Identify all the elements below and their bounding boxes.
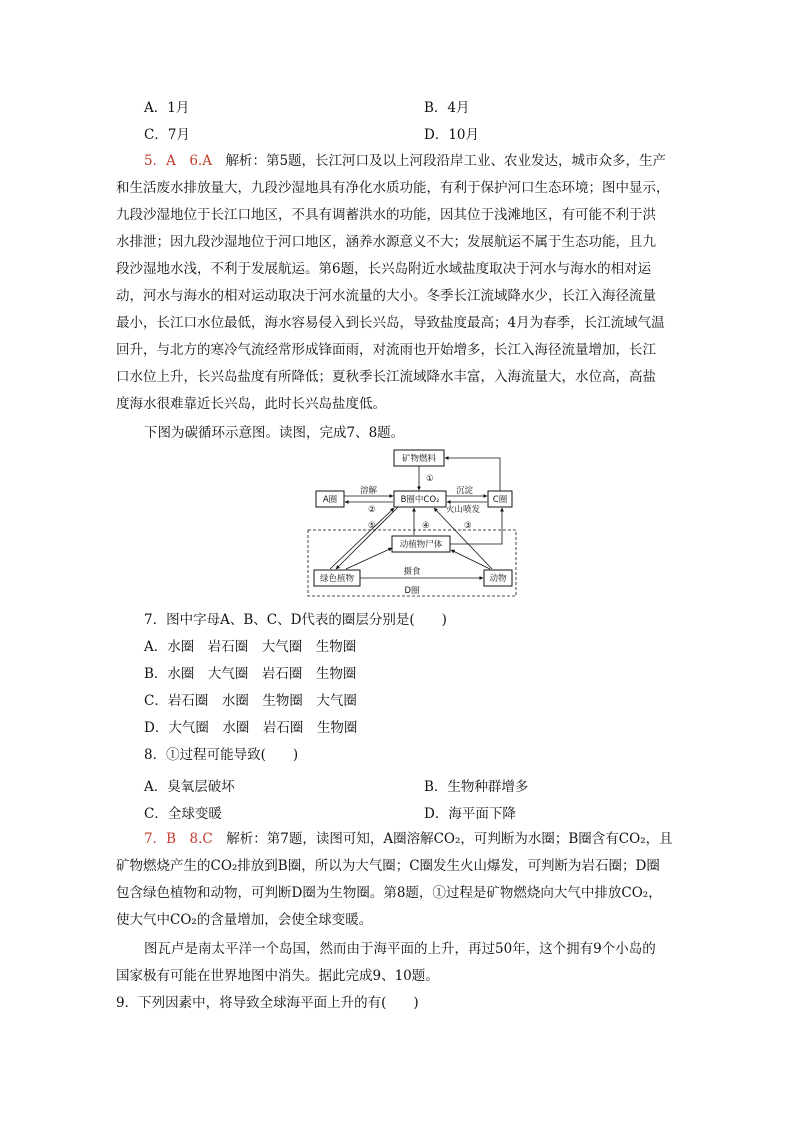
q4-option-d: D．10月 [424,127,480,143]
q7-option-b: B．水圈 大气圈 岩石圈 生物圈 [144,666,357,682]
arrow-plants-to-remains [346,548,392,569]
marker-1: ① [426,474,434,484]
analysis-56-line: 水排泄；因九段沙湿地位于河口地区，涵养水源意义不大；发展航运不属于生态功能，且九 [116,234,656,250]
analysis-78-first-line [144,830,673,848]
analysis-56-line: 回升，与北方的寒冷气流经常形成锋面雨，对流雨也开始增多，长江入海径流量增加，长江 [116,342,656,358]
q8-option-b: B．生物种群增多 [424,779,529,795]
analysis-56-line: 口水位上升，长兴岛盐度有所降低；夏秋季长江流域降水丰富，入海流量大，水位高，高盐 [116,369,656,385]
analysis-56-line: 动，河水与海水的相对运动取决于河水流量的大小。冬季长江流域降水少，长江入海径流量 [116,288,656,304]
intro-78: 下图为碳循环示意图。读图，完成7、8题。 [144,425,405,441]
analysis-78-line: 使大气中CO₂的含量增加，会使全球变暖。 [116,912,373,928]
marker-4: ④ [422,521,430,531]
feeding-label: 摄食 [403,567,421,577]
q7-option-a: A．水圈 岩石圈 大气圈 生物圈 [144,639,357,655]
analysis-56-line: 段沙湿地水浅，不利于发展航运。第6题，长兴岛附近水域盐度取决于河水与海水的相对运 [116,261,652,277]
volcano-label: 火山喷发 [446,505,481,515]
analysis-56-line: 和生活废水排放量大，九段沙湿地具有净化水质功能，有利于保护河口生态环境；图中显示， [116,180,670,196]
intro-910-line: 国家极有可能在世界地图中消失。据此完成9、10题。 [116,968,439,984]
marker-2: ② [368,505,376,515]
dissolve-label: 溶解 [360,486,378,496]
arrow-animals-to-remains [451,550,490,569]
arrow-plants-to-b [330,508,394,569]
remains-label: 动植物尸体 [399,540,443,550]
q7-stem: 7．图中字母A、B、C、D代表的圈层分别是( ) [144,612,447,628]
analysis-56-line: 九段沙湿地位于长江口地区，不具有调蓄洪水的功能，因其位于浅滩地区，有可能不利于洪 [116,207,656,223]
carbon-cycle-diagram [306,448,520,600]
q4-option-a: A．1月 [144,100,190,116]
c-sphere-label: C圈 [492,495,508,505]
q7-option-c: C．岩石圈 水圈 生物圈 大气圈 [144,693,357,709]
q4-option-b: B．4月 [424,100,470,116]
green-plants-label: 绿色植物 [319,574,355,584]
q8-option-d: D．海平面下降 [424,806,516,822]
analysis-56-line: 解析：第5题，长江河口及以上河段沿岸工业、农业发达，城市众多，生产 [225,153,667,169]
analysis-78-line: 解析：第7题，读图可知，A圈溶解CO₂，可判断为水圈；B圈含有CO₂，且 [226,831,673,847]
d-sphere-label: D圈 [404,586,420,596]
a-sphere-label: A圈 [322,495,338,505]
marker-3: ③ [464,521,472,531]
answer-56: 5．A 6.A [144,153,212,169]
q8-stem: 8．①过程可能导致( ) [144,747,299,763]
animals-label: 动物 [489,574,507,584]
q4-option-c: C．7月 [144,127,190,143]
q7-option-d: D．大气圈 水圈 岩石圈 生物圈 [144,720,358,736]
marker-5: ⑤ [368,521,376,531]
b-sphere-label: B圈中CO₂ [400,495,440,505]
intro-910-line: 图瓦卢是南太平洋一个岛国，然而由于海平面的上升，再过50年，这个拥有9个小岛的 [144,941,656,957]
analysis-56-line: 度海水很难靠近长兴岛，此时长兴岛盐度低。 [116,396,386,412]
analysis-56-first-line [144,152,666,170]
sediment-label: 沉淀 [456,486,474,496]
q8-option-c: C．全球变暖 [144,806,222,822]
q9-stem: 9．下列因素中，将导致全球海平面上升的有( ) [116,995,419,1011]
analysis-78-line: 包含绿色植物和动物，可判断D圈为生物圈。第8题，①过程是矿物燃烧向大气中排放CO₂， [116,885,662,901]
analysis-56-line: 最小，长江口水位最低，海水容易侵入到长兴岛，导致盐度最高；4月为春季，长江流域气温 [116,315,665,331]
fossil-fuel-label: 矿物燃料 [401,454,437,464]
answer-78: 7．B 8.C [144,831,213,847]
analysis-78-line: 矿物燃烧产生的CO₂排放到B圈，所以为大气圈；C圈发生火山爆发，可判断为岩石圈；D圈 [116,858,660,874]
q8-option-a: A．臭氧层破坏 [144,779,235,795]
